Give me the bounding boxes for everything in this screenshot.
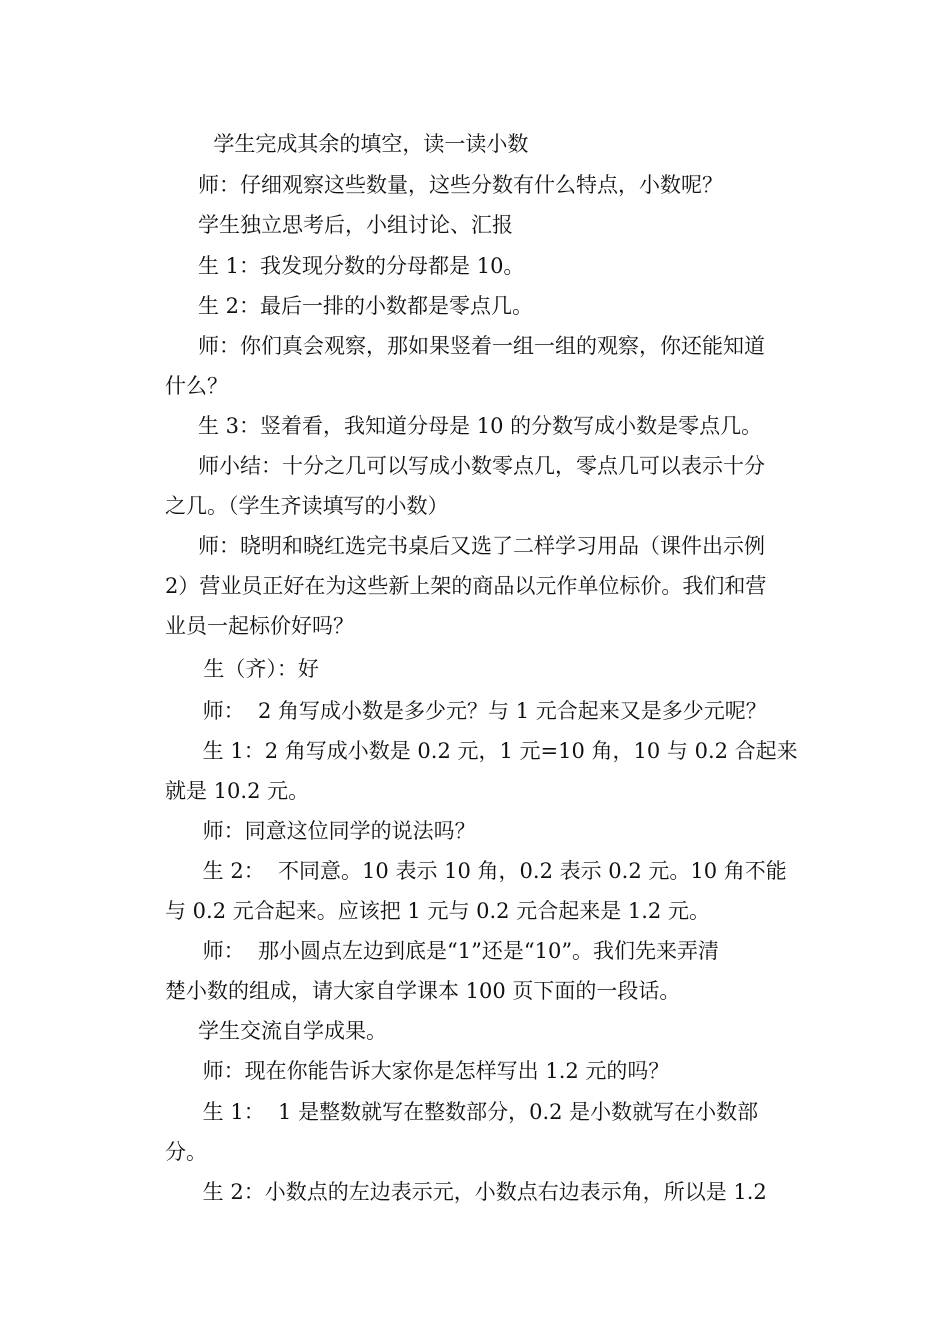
text-line: 学生独立思考后，小组讨论、汇报 (198, 213, 513, 237)
text-line: 分。 (165, 1140, 207, 1164)
text-line: 生 1： 1 是整数就写在整数部分，0.2 是小数就写在小数部 (196, 1100, 759, 1124)
text-line: 师： 那小圆点左边到底是“1”还是“10”。我们先来弄清 (196, 939, 720, 963)
text-line: 师：仔细观察这些数量，这些分数有什么特点，小数呢？ (198, 173, 723, 197)
text-line: 师：晓明和晓红选完书桌后又选了二样学习用品（课件出示例 (198, 534, 765, 558)
text-line: 2）营业员正好在为这些新上架的商品以元作单位标价。我们和营 (165, 574, 767, 598)
text-line: 生 2：最后一排的小数都是零点几。 (198, 294, 534, 318)
text-line: 学生交流自学成果。 (198, 1019, 387, 1043)
text-line: 师：你们真会观察，那如果竖着一组一组的观察，你还能知道 (198, 334, 765, 358)
text-line: 生 2： 不同意。10 表示 10 角，0.2 表示 0.2 元。10 角不能 (196, 859, 787, 883)
text-line: 生 1：我发现分数的分母都是 10。 (198, 254, 525, 278)
text-line: 师小结：十分之几可以写成小数零点几，零点几可以表示十分 (198, 454, 765, 478)
text-line: 与 0.2 元合起来。应该把 1 元与 0.2 元合起来是 1.2 元。 (165, 899, 710, 923)
text-line: 生（齐）：好 (190, 657, 319, 681)
text-line: 楚小数的组成，请大家自学课本 100 页下面的一段话。 (165, 979, 681, 1003)
text-line: 生 2：小数点的左边表示元，小数点右边表示角，所以是 1.2 (196, 1180, 767, 1204)
text-line: 学生完成其余的填空，读一读小数 (200, 132, 529, 156)
text-line: 师：同意这位同学的说法吗？ (196, 819, 476, 843)
text-line: 师： 2 角写成小数是多少元？与 1 元合起来又是多少元呢？ (196, 699, 767, 723)
text-line: 生 1：2 角写成小数是 0.2 元，1 元=10 角，10 与 0.2 合起来 (196, 739, 798, 763)
text-line: 生 3：竖着看，我知道分母是 10 的分数写成小数是零点几。 (198, 414, 763, 438)
text-line: 师：现在你能告诉大家你是怎样写出 1.2 元的吗？ (196, 1059, 670, 1083)
text-line: 就是 10.2 元。 (165, 779, 310, 803)
text-line: 业员一起标价好吗？ (165, 614, 354, 638)
text-line: 之几。（学生齐读填写的小数） (165, 494, 449, 518)
text-line: 什么？ (165, 374, 228, 398)
